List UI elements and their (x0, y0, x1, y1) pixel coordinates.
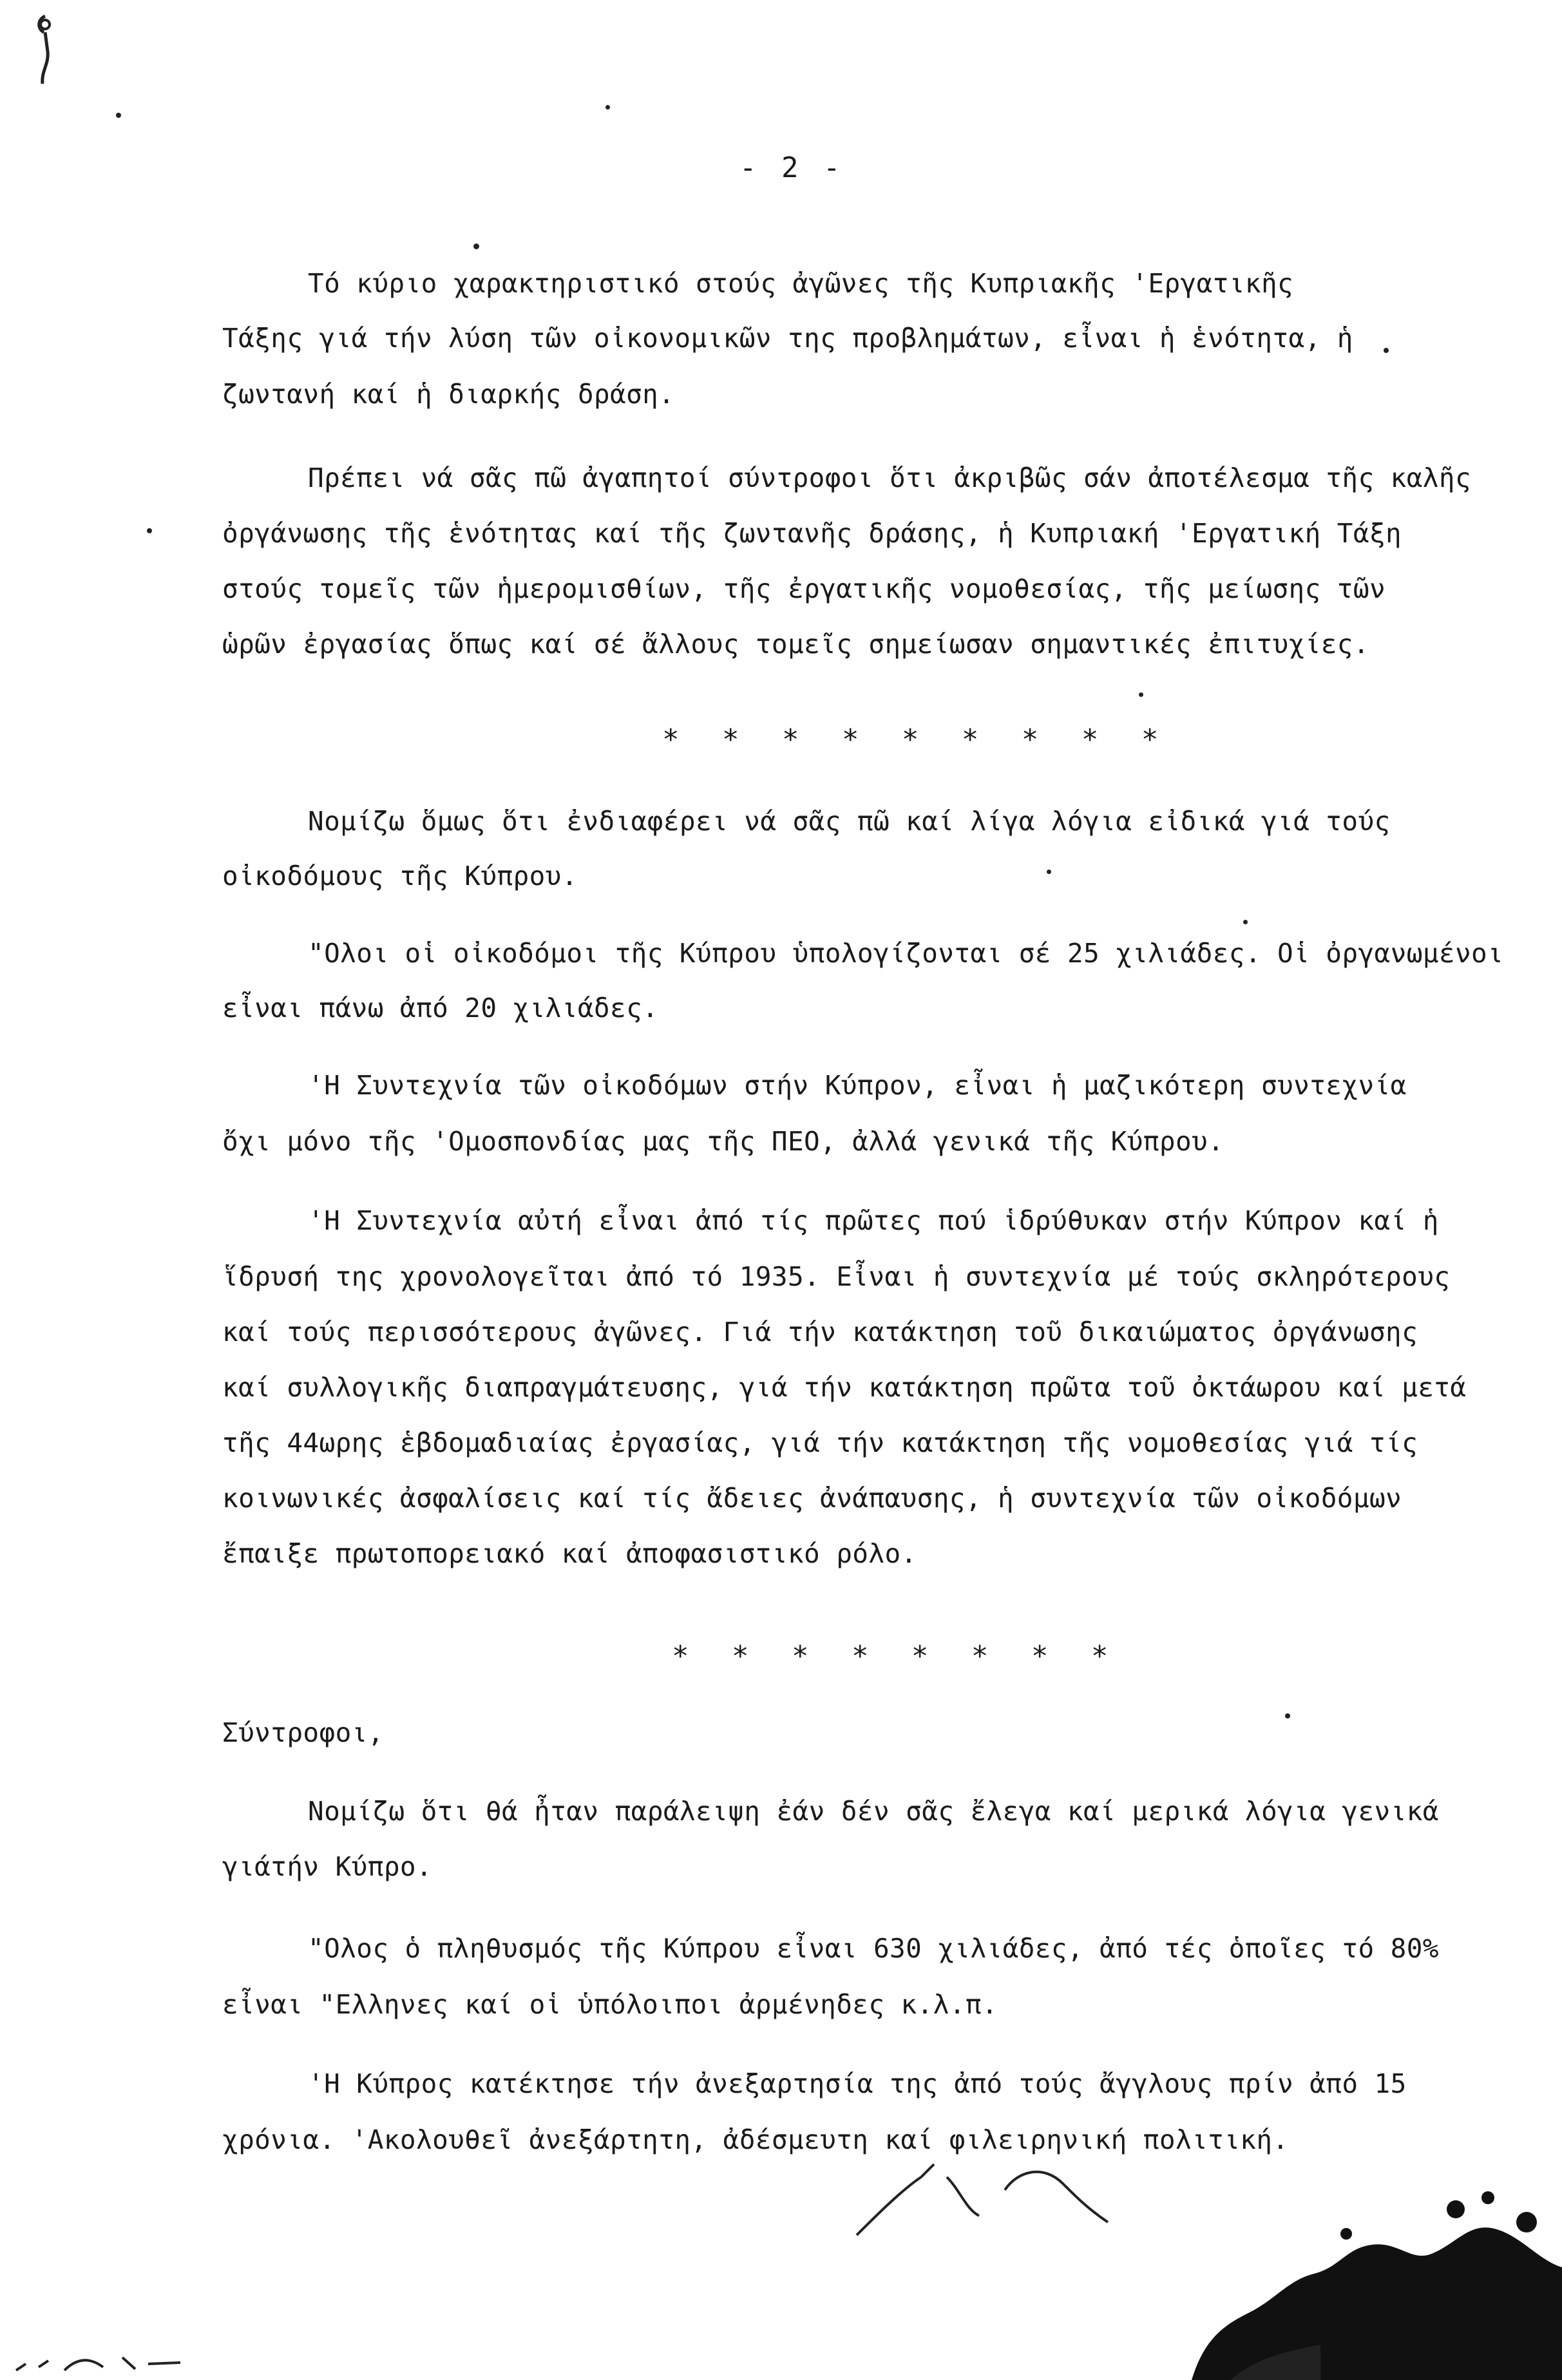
bottom-left-marks (13, 2332, 206, 2377)
text-line: καί τούς περισσότερους ἀγῶνες. Γιά τήν κατάκτηση τοῦ δικαιώματος ὀργάνωσης (222, 1317, 1418, 1347)
text-line: εἶναι "Ελληνες καί οἱ ὑπόλοιποι ἀρμένηδες κ.λ.π. (222, 1989, 998, 2020)
text-line: καί συλλογικῆς διαπραγμάτευσης, γιά τήν κατάκτηση πρῶτα τοῦ ὀκτάωρου καί μετά (222, 1372, 1467, 1403)
text-line: 'Η Συντεχνία τῶν οἰκοδόμων στήν Κύπρον, εἶναι ἡ μαζικότερη συντεχνία (308, 1070, 1407, 1101)
text-line: ὡρῶν ἐργασίας ὅπως καί σέ ἄλλους τομεῖς σημείωσαν σημαντικές ἐπιτυχίες. (222, 629, 1369, 660)
text-line: γιάτήν Κύπρο. (222, 1851, 433, 1882)
text-line: χρόνια. 'Ακολουθεῖ ἀνεξάρτητη, ἀδέσμευτη καί φιλειρηνική πολιτική. (222, 2124, 1289, 2155)
text-line: στούς τομεῖς τῶν ἡμερομισθίων, τῆς ἐργατικῆς νομοθεσίας, τῆς μείωσης τῶν (222, 573, 1386, 604)
text-line: ἔπαιξε πρωτοπορειακό καί ἀποφασιστικό ρόλο. (222, 1538, 917, 1569)
text-line: τῆς 44ωρης ἑβδομαδιαίας ἐργασίας, γιά τήν κατάκτηση τῆς νομοθεσίας γιά τίς (222, 1427, 1418, 1458)
text-line: "Ολοι οἱ οἰκοδόμοι τῆς Κύπρου ὑπολογίζονται σέ 25 χιλιάδες. Οἱ ὀργανωμένοι (308, 938, 1504, 969)
ink-speck (1139, 692, 1143, 697)
text-line: οἰκοδόμους τῆς Κύπρου. (222, 861, 578, 891)
ink-speck (473, 243, 479, 249)
text-line: Τάξης γιά τήν λύση τῶν οἰκονομικῶν της προβλημάτων, εἶναι ἡ ἑνότητα, ἡ (222, 323, 1353, 354)
ink-speck (116, 113, 121, 118)
ink-speck (1047, 870, 1051, 874)
text-line: ὀργάνωσης τῆς ἑνότητας καί τῆς ζωντανῆς δράσης, ἡ Κυπριακή 'Εργατική Τάξη (222, 518, 1402, 549)
ink-speck (147, 528, 152, 533)
ink-speck (1285, 1713, 1290, 1718)
ink-speck (1243, 920, 1248, 924)
text-line: εἶναι πάνω ἀπό 20 χιλιάδες. (222, 993, 659, 1023)
text-line: κοινωνικές ἀσφαλίσεις καί τίς ἄδειες ἀνάπαυσης, ἡ συντεχνία τῶν οἰκοδόμων (222, 1483, 1402, 1514)
text-line: 'Η Κύπρος κατέκτησε τήν ἀνεξαρτησία της ἀπό τούς ἄγγλους πρίν ἀπό 15 (308, 2068, 1407, 2099)
text-line: ζωντανή καί ἡ διαρκής δράση. (222, 379, 675, 410)
text-line: Τό κύριο χαρακτηριστικό στούς ἀγῶνες τῆς Κυπριακῆς 'Εργατικῆς (308, 268, 1294, 299)
ink-speck (1384, 348, 1389, 353)
text-line: Νομίζω ὅμως ὅτι ἐνδιαφέρει νά σᾶς πῶ καί λίγα λόγια εἰδικά γιά τούς (308, 806, 1391, 837)
text-line: Πρέπει νά σᾶς πῶ ἀγαπητοί σύντροφοι ὅτι ἀκριβῶς σάν ἀποτέλεσμα τῆς καλῆς (308, 462, 1472, 493)
section-separator: * * * * * * * * (672, 1640, 1121, 1673)
text-line: Σύντροφοι, (222, 1717, 384, 1748)
ink-stain (1153, 2184, 1562, 2380)
pen-scribble (850, 2151, 1121, 2242)
text-line: 'Η Συντεχνία αὐτή εἶναι ἀπό τίς πρῶτες πού ἱδρύθυκαν στήν Κύπρον καί ἡ (308, 1205, 1439, 1236)
text-line: ἵδρυσή της χρονολογεῖται ἀπό τό 1935. Εἶναι ἡ συντεχνία μέ τούς σκληρότερους (222, 1261, 1451, 1292)
corner-ink-mark (26, 13, 64, 90)
text-line: ὄχι μόνο τῆς 'Ομοσπονδίας μας τῆς ΠΕΟ, ἀλλά γενικά τῆς Κύπρου. (222, 1126, 1224, 1157)
ink-speck (605, 105, 610, 109)
text-line: Νομίζω ὅτι θά ἦταν παράλειψη ἐάν δέν σᾶς ἔλεγα καί μερικά λόγια γενικά (308, 1796, 1439, 1827)
page-number: - 2 - (739, 151, 844, 184)
text-line: "Ολος ὁ πληθυσμός τῆς Κύπρου εἶναι 630 χιλιάδες, ἀπό τές ὁποῖες τό 80% (308, 1933, 1439, 1964)
section-separator: * * * * * * * * * (662, 723, 1172, 756)
